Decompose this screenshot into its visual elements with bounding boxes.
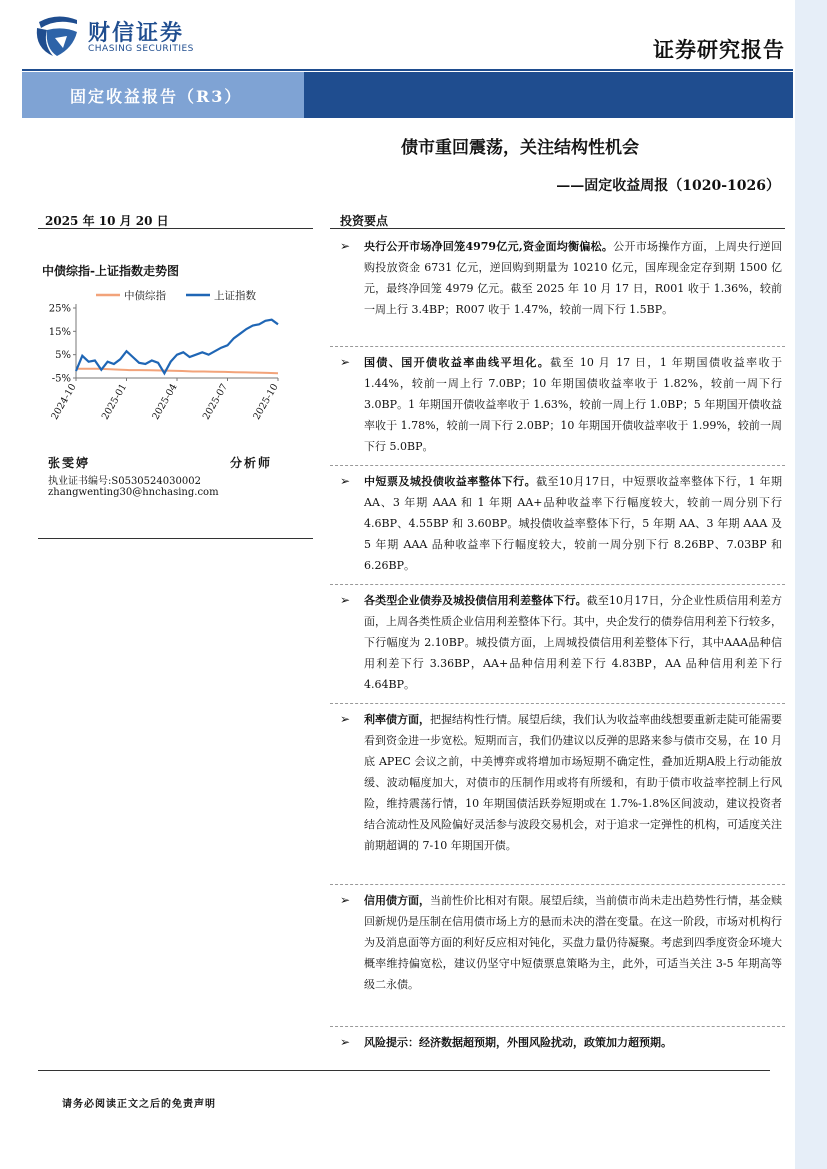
- index-trend-chart: [38, 280, 288, 445]
- analyst-email[interactable]: zhangwenting30@hnchasing.com: [48, 487, 219, 498]
- key-point-body: 公开市场操作方面，上周央行逆回购投放资金 6731 亿元，逆回购到期量为 10210 亿元，国库现金定存到期 1500 亿元，最终净回笼 4979 亿元。截至 2025 年 10 月 17 日，R001 收于 1.36%，较前一周上行 3.4BP；R007 收于 1.47%，较前一周下行 1.5BP。: [364, 240, 782, 316]
- key-point-heading: 各类型企业债券及城投债信用利差整体下行。: [364, 594, 587, 607]
- key-point-body: 截至10月17日，分企业性质信用利差方面，上周各类性质企业信用利差整体下行。其中，央企发行的债券信用利差下行较多，下行幅度为 2.10BP。城投债方面，上周城投债信用利差整体下行，其中AAA品种信用利差下行 3.36BP，AA+品种信用利差下行 4.83BP，AA 品种信用利差下行 4.64BP。: [364, 594, 782, 691]
- x-tick-label: 2024-10: [49, 382, 79, 422]
- risk-warning-text: 风险提示：经济数据超预期，外围风险扰动，政策加力超预期。: [364, 1036, 672, 1049]
- left-column-divider: [38, 228, 313, 229]
- y-tick-label: 5%: [55, 350, 71, 362]
- arrow-bullet-icon: ➢: [340, 239, 351, 253]
- key-point-separator: [330, 465, 785, 466]
- arrow-bullet-icon: ➢: [340, 1035, 351, 1049]
- key-point-item: [340, 352, 782, 457]
- key-point-separator: [330, 1026, 785, 1027]
- report-title: 债市重回震荡，关注结构性机会: [401, 138, 639, 158]
- key-point-item: [340, 471, 782, 576]
- report-subtitle: ——固定收益周报（1020-1026）: [556, 178, 780, 194]
- brand-name-english: CHASING SECURITIES: [88, 44, 194, 54]
- arrow-bullet-icon: ➢: [340, 712, 351, 726]
- key-point-heading: 国债、国开债收益率曲线平坦化。: [364, 356, 551, 369]
- key-point-separator: [330, 703, 785, 704]
- key-point-item: [340, 236, 782, 320]
- x-tick-label: 2025-10: [251, 382, 281, 422]
- series-line: [76, 369, 278, 374]
- y-tick-label: -5%: [51, 373, 71, 385]
- y-tick-label: 15%: [48, 326, 71, 338]
- chasing-logo-icon: [33, 14, 81, 60]
- legend-label: 上证指数: [214, 290, 256, 302]
- banner-right-block: [304, 72, 793, 118]
- left-column-bottom-divider: [38, 538, 313, 539]
- disclaimer-notice: 请务必阅读正文之后的免责声明: [62, 1099, 216, 1110]
- legend-label: 中债综指: [124, 290, 166, 302]
- key-point-separator: [330, 584, 785, 585]
- arrow-bullet-icon: ➢: [340, 593, 351, 607]
- key-point-body: 当前性价比相对有限。展望后续，当前债市尚未走出趋势性行情，基金赎回新规仍是压制在信用债市场上方的悬而未决的潜在变量。在这一阶段，市场对机构行为及消息面等方面的利好反应相对钝化，买盘力量仍待凝聚。考虑到四季度资金环境大概率维持偏宽松，建议仍坚守中短债票息策略为主，此外，可适当关注 3-5 年期高等级二永债。: [364, 894, 782, 991]
- key-point-body: 把握结构性行情。展望后续，我们认为收益率曲线想要重新走陡可能需要看到资金进一步宽松。短期而言，我们仍建议以反弹的思路来参与债市交易，在 10 月底 APEC 会议之前，中美博弈或将增加市场短期不确定性，叠加近期A股上行动能放缓、波动幅度加大，对债市的压制作用或将有所缓和，有助于债市收益率控制上行风险，维持震荡行情，10 年期国债活跃券短期或在 1.7%-1.8%区间波动，建议投资者结合流动性及风险偏好灵活参与波段交易机会，对于追求一定弹性的机构，可适度关注前期超调的 7-10 年期国开债。: [364, 713, 782, 852]
- key-point-separator: [330, 346, 785, 347]
- analyst-certificate: 执业证书编号:S0530524030002: [48, 476, 201, 487]
- key-point-item: [340, 890, 782, 995]
- arrow-bullet-icon: ➢: [340, 893, 351, 907]
- key-point-heading: 中短票及城投债收益率整体下行。: [364, 475, 537, 488]
- key-point-heading: 利率债方面，: [364, 713, 430, 726]
- key-point-item: [340, 709, 782, 856]
- report-type-label: 证券研究报告: [653, 37, 785, 62]
- key-point-heading: 信用债方面，: [364, 894, 430, 907]
- decorative-side-stripe: [795, 0, 827, 1169]
- report-category-label: 固定收益报告（R3）: [70, 87, 243, 106]
- x-tick-label: 2025-01: [99, 382, 130, 422]
- y-tick-label: 25%: [48, 303, 71, 315]
- header-divider: [22, 69, 793, 71]
- x-tick-label: 2025-07: [200, 382, 231, 422]
- footer-divider: [38, 1070, 770, 1071]
- key-point-body: 截至 10 月 17 日，1 年期国债收益率收于 1.44%，较前一周上行 7.0BP；10 年期国债收益率收于 1.82%，较前一周下行 3.0BP。1 年期国开债收益率收于 1.63%，较前一周上行 1.0BP；5 年期国开债收益率收于 1.78%，较前一周下行 2.0BP；10 年期国开债收益率收于 1.99%，较前一周下行 5.0BP。: [364, 356, 783, 453]
- key-point-separator: [330, 884, 785, 885]
- key-point-item: [340, 1032, 782, 1053]
- key-points-title: 投资要点: [340, 214, 389, 228]
- key-points-divider: [330, 228, 785, 229]
- key-point-body: 截至10月17日，中短票收益率整体下行，1 年期 AA、3 年期 AAA 和 1 年期 AA+品种收益率下行幅度较大，较前一周分别下行 4.6BP、4.55BP 和 3.60BP。城投债收益率整体下行，5 年期 AA、3 年期 AAA 及 5 年期 AAA 品种收益率下行幅度较大，较前一周分别下行 8.26BP、7.03BP 和 6.26BP。: [364, 475, 782, 572]
- report-date: 2025 年 10 月 20 日: [45, 214, 169, 228]
- chart-title: 中债综指-上证指数走势图: [42, 264, 179, 278]
- key-point-item: [340, 590, 782, 695]
- key-point-heading: 央行公开市场净回笼4979亿元,资金面均衡偏松。: [364, 240, 614, 253]
- analyst-role: 分析师: [230, 456, 273, 470]
- x-tick-label: 2025-04: [150, 382, 180, 422]
- brand-name: 财信证券: [88, 21, 185, 46]
- analyst-name: 张雯婷: [48, 456, 91, 470]
- arrow-bullet-icon: ➢: [340, 474, 351, 488]
- series-line: [76, 320, 278, 374]
- arrow-bullet-icon: ➢: [340, 355, 351, 369]
